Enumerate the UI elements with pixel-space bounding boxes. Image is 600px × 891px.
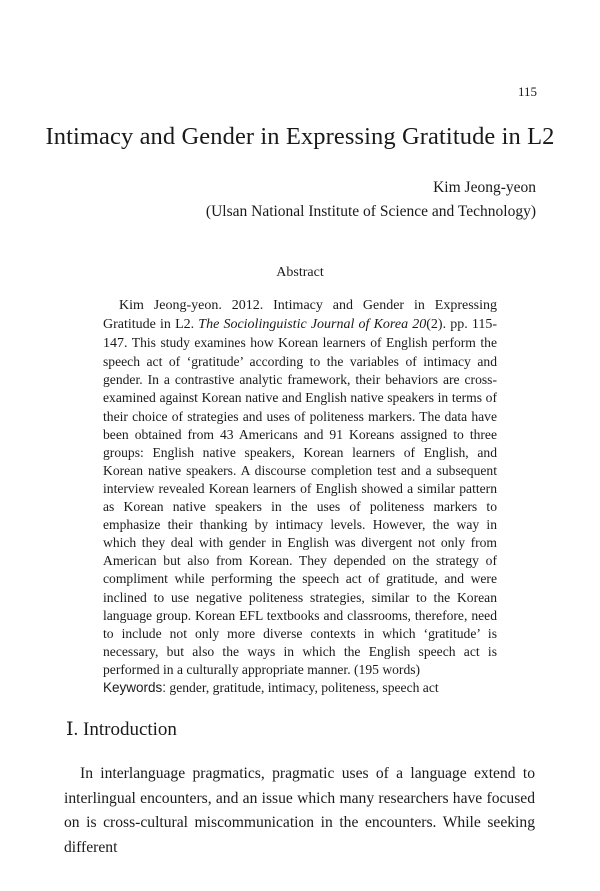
abstract-heading: Abstract (276, 265, 324, 280)
author-name: Kim Jeong-yeon (433, 179, 536, 196)
keywords-line (103, 679, 497, 697)
introduction-body (64, 762, 535, 860)
keywords-label: Keywords: (103, 679, 167, 695)
page-number: 115 (517, 84, 537, 99)
abstract-paragraph (103, 296, 497, 679)
keywords-list: gender, gratitude, intimacy, politeness, speech act (166, 679, 439, 695)
introduction-paragraph: In interlanguage pragmatics, pragmatic uses of a language extend to interlingual encounters, and an issue which many researchers have focused on is cross-cultural miscommunication in the encounters. While seeking different (64, 765, 535, 856)
abstract-body (103, 296, 497, 697)
abstract-text: This study examines how Korean learners of English perform the speech act of ‘gratitude’ according to the variables of intimacy and gender. In a contrastive analytic framework, their behaviors are cross-examined against Korean native and English native speakers in terms of their choice of strategies and uses of politeness markers. The data have been obtained from 43 Americans and 91 Koreans assigned to three groups: English native speakers, Korean learners of English, and Korean native speakers. A discourse completion test and a subsequent interview revealed Korean learners of English showed a similar pattern as Korean native speakers in the uses of politeness markers to emphasize their thanking by intimacy levels. However, the way in which they deal with gender in English was divergent not only from American but also from Korean. They depended on the strategy of compliment while performing the speech act of gratitude, and were inclined to use negative politeness strategies, similar to the Korean language group. Korean EFL textbooks and classrooms, therefore, need to include not only more diverse contexts in which ‘gratitude’ is necessary, but also the ways in which the English speech act is performed in a culturally appropriate manner. (195 words) (103, 335, 497, 677)
citation-prefix: Kim Jeong-yeon. 2012. Intimacy and Gender in Expressing Gratitude in L2. (103, 298, 497, 333)
citation-suffix: (2). pp. 115-147. (103, 317, 498, 352)
journal-volume: 20 (408, 317, 427, 333)
paper-title: Intimacy and Gender in Expressing Gratitude in L2 (45, 123, 555, 150)
section-heading: Ⅰ. Introduction (66, 719, 177, 740)
author-affiliation: (Ulsan National Institute of Science and Technology) (205, 203, 536, 220)
journal-name: The Sociolinguistic Journal of Korea (198, 317, 409, 333)
